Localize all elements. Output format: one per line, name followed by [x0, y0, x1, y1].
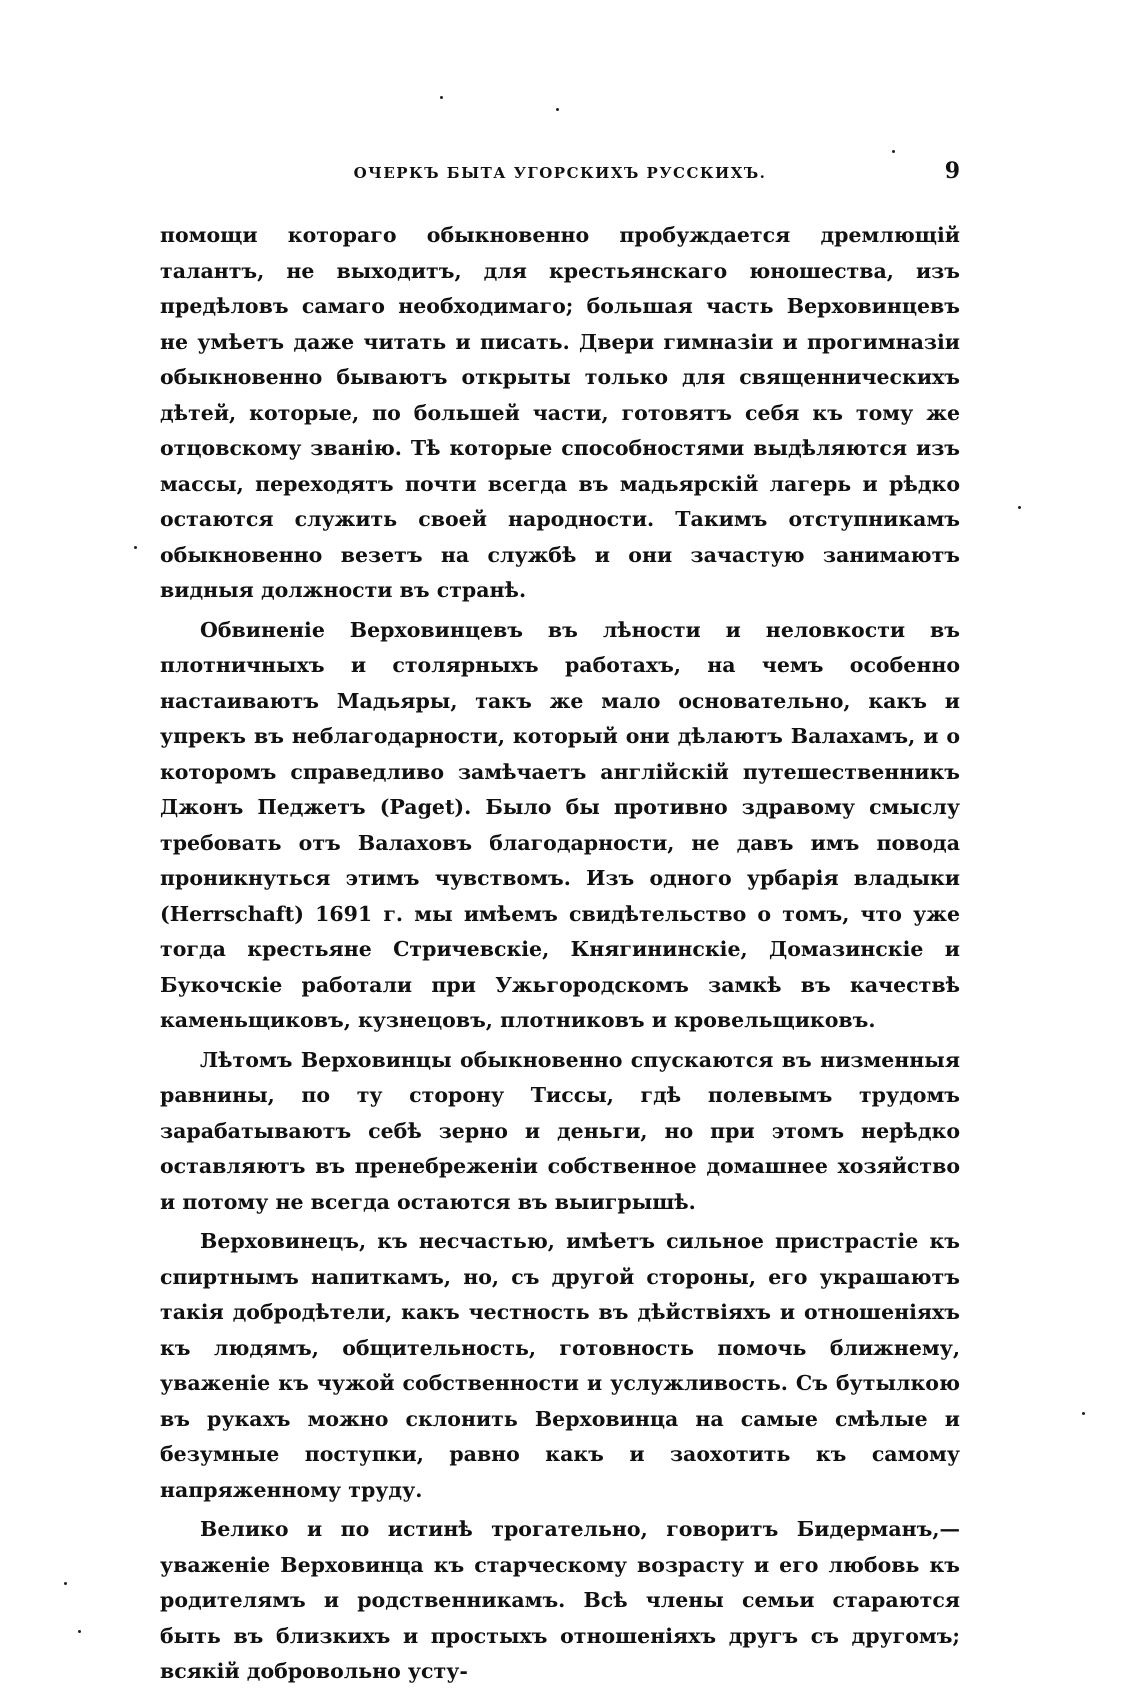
body-text	[160, 218, 960, 1694]
scan-speck	[556, 108, 559, 111]
paragraph-1: помощи котораго обыкновенно пробуждается дремлющiй талантъ, не выходитъ, для крестьянскаго юношества, изъ предѣловъ самаго необходимаго; большая часть Верховинцевъ не умѣетъ даже читать и писать. Двери гимназiи и прогимназiи обыкновенно бываютъ открыты только для священническихъ дѣтей, которые, по большей части, готовятъ себя къ тому же отцовскому званiю. Тѣ которые способностями выдѣляются изъ массы, переходятъ почти всегда въ мадьярскiй лагерь и рѣдко остаются служить своей народности. Такимъ отступникамъ обыкновенно везетъ на службѣ и они зачастую занимаютъ видныя должности въ странѣ.	[160, 223, 960, 602]
paragraph-5: Велико и по истинѣ трогательно, говоритъ Бидерманъ,—уваженiе Верховинца къ старческому возрасту и его любовь къ родителямъ и родственникамъ. Всѣ члены семьи стараются быть въ близкихъ и простыхъ отношенiяхъ другъ съ другомъ; всякiй добровольно усту-	[160, 1517, 960, 1683]
scan-speck	[1082, 1412, 1085, 1415]
running-title: ОЧЕРКЪ БЫТА УГОРСКИХЪ РУССКИХЪ.	[353, 164, 767, 182]
paragraph-3: Лѣтомъ Верховинцы обыкновенно спускаются въ низменныя равнины, по ту сторону Тиссы, гдѣ полевымъ трудомъ зарабатываютъ себѣ зерно и деньги, но при этомъ нерѣдко оставляютъ въ пренебреженiи собственное домашнее хозяйство и потому не всегда остаются въ выигрышѣ.	[160, 1047, 960, 1214]
scan-speck	[78, 1630, 81, 1633]
paragraph-4: Верховинецъ, къ несчастью, имѣетъ сильное пристрастiе къ спиртнымъ напиткамъ, но, съ другой стороны, его украшаютъ такiя добродѣтели, какъ честность въ дѣйствiяхъ и отношенiяхъ къ людямъ, общительность, готовность помочь ближнему, уваженiе къ чужой собственности и услужливость. Съ бутылкою въ рукахъ можно склонить Верховинца на самые смѣлые и безумные поступки, равно какъ и заохотить къ самому напряженному труду.	[160, 1229, 960, 1502]
scan-speck	[892, 150, 895, 153]
scan-speck	[64, 1582, 67, 1585]
paragraph-2: Обвиненiе Верховинцевъ въ лѣности и неловкости въ плотничныхъ и столярныхъ работахъ, на чемъ особенно настаиваютъ Мадьяры, такъ же мало основательно, какъ и упрекъ въ неблагодарности, который они дѣлаютъ Валахамъ, и о которомъ справедливо замѣчаетъ англiйскiй путешественникъ Джонъ Педжетъ (Paget). Было бы противно здравому смыслу требовать отъ Валаховъ благодарности, не давъ имъ повода проникнуться этимъ чувствомъ. Изъ одного урбарiя владыки (Herrschaft) 1691 г. мы имѣемъ свидѣтельство о томъ, что уже тогда крестьяне Стричевскiе, Княгининскiе, Домазинскiе и Букочскiе работали при Ужьгородскомъ замкѣ въ качествѣ каменьщиковъ, кузнецовъ, плотниковъ и кровельщиковъ.	[160, 617, 960, 1032]
running-head	[160, 158, 960, 188]
scan-speck	[1018, 506, 1021, 509]
scan-speck	[440, 96, 443, 99]
scan-speck	[134, 546, 137, 549]
page-number: 9	[944, 158, 960, 184]
